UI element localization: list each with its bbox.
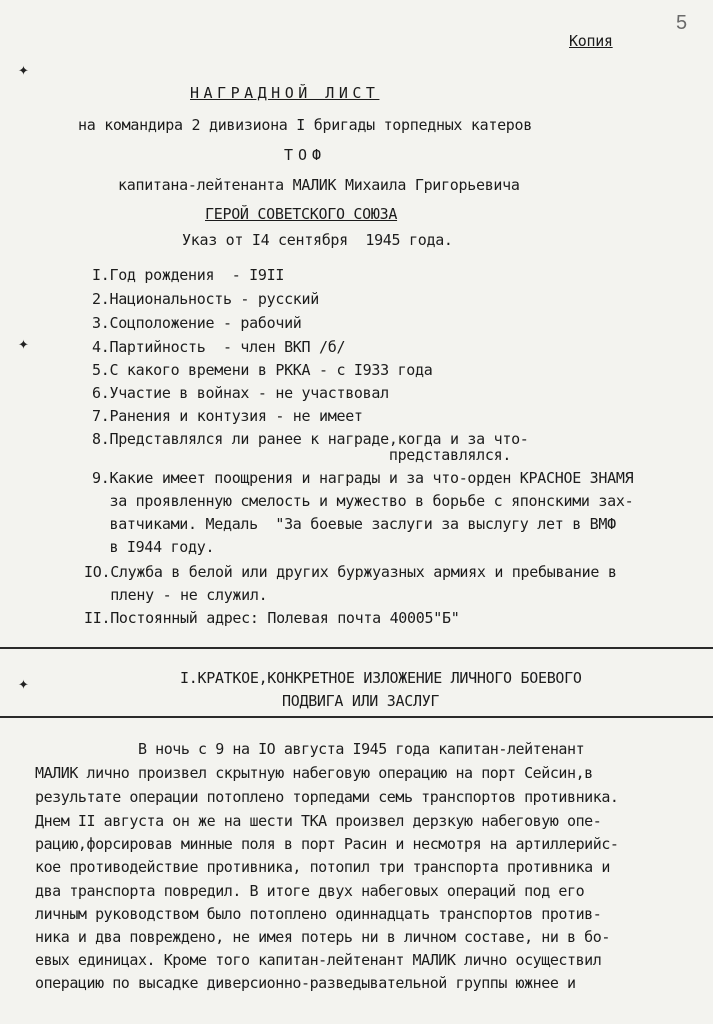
item-nationality: 2.Национальность - русский <box>92 290 320 308</box>
item-white-army: IO.Служба в белой или других буржуазных армиях и пребывание в <box>84 563 617 581</box>
page-number: 5 <box>676 12 688 34</box>
body-line: личным руководством было потоплено одиннадцать транспортов против- <box>35 905 602 923</box>
item-white-army-line2: плену - не служил. <box>84 586 268 604</box>
body-line: результате операции потоплено торпедами семь транспортов противника. <box>35 788 619 806</box>
item-previous-awards-cont: представлялся. <box>92 446 512 464</box>
decree-line: Указ от I4 сентября 1945 года. <box>182 231 453 249</box>
item-awards-line4: в I944 году. <box>92 538 215 556</box>
hero-title: ГЕРОЙ СОВЕТСКОГО СОЮЗА <box>205 205 398 223</box>
header-line-name: капитана-лейтенанта МАЛИК Михаила Григорьевича <box>118 176 520 194</box>
item-awards-line2: за проявленную смелость и мужество в борьбе с японскими зах- <box>92 492 634 510</box>
item-social-status: 3.Соцположение - рабочий <box>92 314 302 332</box>
section-divider-bottom <box>0 716 713 718</box>
binder-mark: ✦ <box>18 64 29 79</box>
item-birth-year: I.Год рождения - I9II <box>92 266 285 284</box>
header-line-fleet: ТОФ <box>284 146 327 164</box>
header-line-recipient: на командира 2 дивизиона I бригады торпедных катеров <box>78 116 533 134</box>
body-line: рацию,форсировав минные поля в порт Расин и несмотря на артиллерийс- <box>35 835 619 853</box>
body-line: Днем II августа он же на шести ТКА произвел дерзкую набеговую опе- <box>35 812 602 830</box>
body-line: операцию по высадке диверсионно-разведывательной группы южнее и <box>35 974 576 992</box>
item-wounds: 7.Ранения и контузия - не имеет <box>92 407 363 425</box>
item-previous-awards: 8.Представлялся ли ранее к награде,когда и за что- <box>92 430 529 448</box>
body-line: ника и два повреждено, не имея потерь ни в личном составе, ни в бо- <box>35 928 610 946</box>
copy-label: Копия <box>569 32 613 50</box>
binder-mark: ✦ <box>18 678 29 693</box>
document-title: НАГРАДНОЙ ЛИСТ <box>190 84 380 102</box>
body-line: кое противодействие противника, потопил три транспорта противника и <box>35 858 610 876</box>
item-awards: 9.Какие имеет поощрения и награды и за что-орден КРАСНОЕ ЗНАМЯ <box>92 469 634 487</box>
item-party: 4.Партийность - член ВКП /б/ <box>92 338 346 356</box>
body-line: В ночь с 9 на IO августа I945 года капитан-лейтенант <box>35 740 585 758</box>
section-title-line2: ПОДВИГА ИЛИ ЗАСЛУГ <box>282 692 440 710</box>
body-line: МАЛИК лично произвел скрытную набеговую операцию на порт Сейсин,в <box>35 764 593 782</box>
section-divider-top <box>0 647 713 649</box>
binder-mark: ✦ <box>18 338 29 353</box>
item-address: II.Постоянный адрес: Полевая почта 40005"Б" <box>84 609 460 627</box>
item-wars: 6.Участие в войнах - не участвовал <box>92 384 389 402</box>
body-line: два транспорта повредил. В итоге двух набеговых операций под его <box>35 882 585 900</box>
body-line: евых единицах. Кроме того капитан-лейтенант МАЛИК лично осуществил <box>35 951 602 969</box>
item-service-since: 5.С какого времени в РККА - с I933 года <box>92 361 433 379</box>
item-awards-line3: ватчиками. Медаль "За боевые заслуги за выслугу лет в ВМФ <box>92 515 616 533</box>
section-title: I.КРАТКОЕ,КОНКРЕТНОЕ ИЗЛОЖЕНИЕ ЛИЧНОГО БОЕВОГО <box>180 669 582 687</box>
